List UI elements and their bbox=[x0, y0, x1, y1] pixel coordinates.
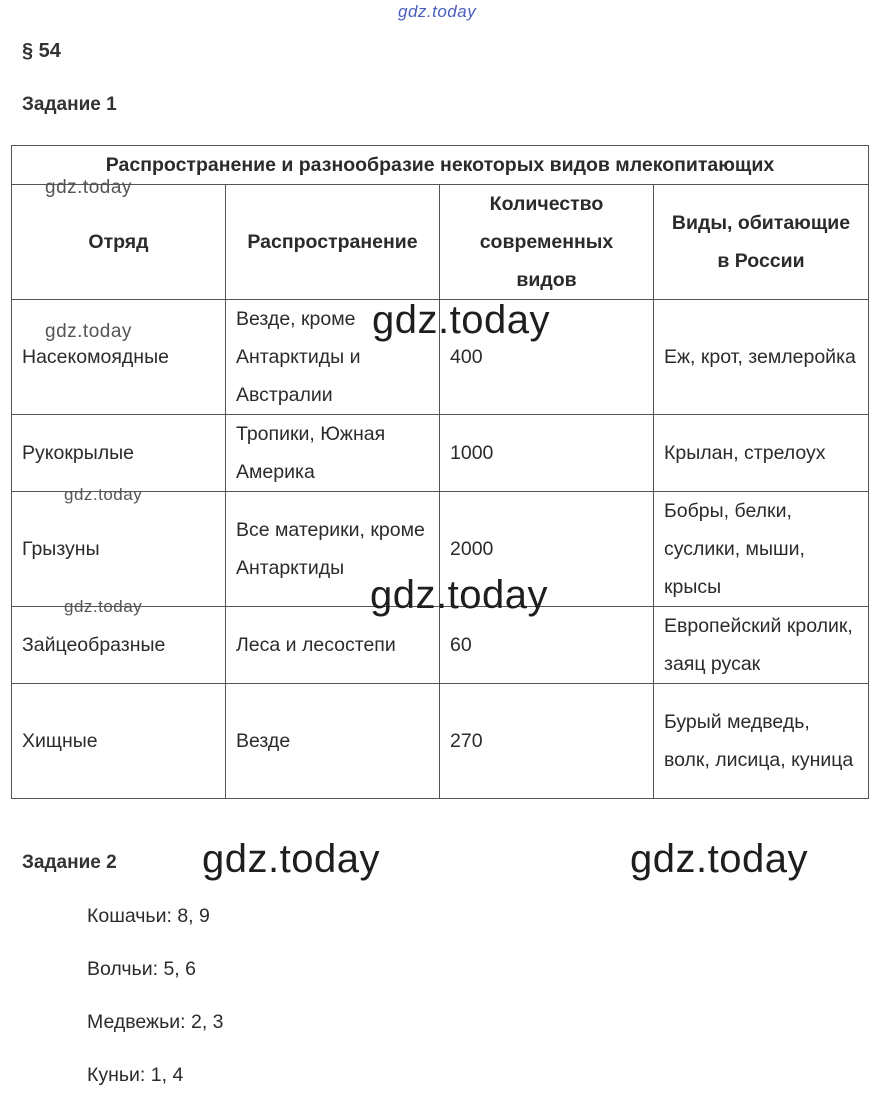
cell-russian-species: Бурый медведь, волк, лисица, куница bbox=[654, 684, 869, 799]
table-caption: Распространение и разнообразие некоторых видов млекопитающих bbox=[12, 146, 869, 185]
table-row bbox=[12, 607, 869, 684]
cell-species-count: 400 bbox=[440, 300, 654, 415]
answer-value: 1, 4 bbox=[150, 1064, 184, 1086]
watermark-top: gdz.today bbox=[398, 2, 477, 21]
answer-value: 2, 3 bbox=[190, 1011, 224, 1033]
cell-distribution: Все материки, кроме Антарктиды bbox=[226, 492, 440, 607]
task1-heading: Задание 1 bbox=[22, 94, 117, 115]
cell-species-count: 1000 bbox=[440, 415, 654, 492]
header-species-count: Количество современных видов bbox=[440, 185, 654, 300]
table-row bbox=[12, 684, 869, 799]
cell-russian-species: Крылан, стрелоух bbox=[654, 415, 869, 492]
header-order: Отряд bbox=[12, 185, 226, 300]
cell-species-count: 60 bbox=[440, 607, 654, 684]
watermark: gdz.today bbox=[370, 573, 548, 617]
header-russian-species: Виды, обитающие в России bbox=[654, 185, 869, 300]
answer-item bbox=[87, 1064, 183, 1087]
cell-distribution: Везде bbox=[226, 684, 440, 799]
cell-species-count: 270 bbox=[440, 684, 654, 799]
answer-item bbox=[87, 905, 210, 928]
answer-value: 8, 9 bbox=[177, 905, 210, 927]
watermark: gdz.today bbox=[372, 298, 550, 342]
cell-order: Зайцеобразные bbox=[12, 607, 226, 684]
watermark: gdz.today bbox=[64, 485, 143, 504]
answer-value: 5, 6 bbox=[163, 958, 196, 980]
cell-distribution: Тропики, Южная Америка bbox=[226, 415, 440, 492]
cell-russian-species: Еж, крот, землеройка bbox=[654, 300, 869, 415]
section-number: § 54 bbox=[22, 40, 61, 62]
watermark: gdz.today bbox=[45, 321, 132, 342]
cell-distribution: Везде, кроме Антарктиды и Австралии bbox=[226, 300, 440, 415]
cell-order: Грызуны bbox=[12, 492, 226, 607]
cell-order: Рукокрылые bbox=[12, 415, 226, 492]
watermark: gdz.today bbox=[630, 837, 808, 881]
task2-heading: Задание 2 bbox=[22, 852, 117, 873]
cell-order: Насекомоядные bbox=[12, 300, 226, 415]
watermark: gdz.today bbox=[202, 837, 380, 881]
answer-label: Куньи: bbox=[87, 1064, 146, 1086]
cell-distribution: Леса и лесостепи bbox=[226, 607, 440, 684]
cell-russian-species: Бобры, белки, суслики, мыши, крысы bbox=[654, 492, 869, 607]
answer-item bbox=[87, 958, 196, 981]
watermark: gdz.today bbox=[64, 597, 143, 616]
answer-label: Кошачьи: bbox=[87, 905, 172, 927]
answer-label: Волчьи: bbox=[87, 958, 159, 980]
mammals-table bbox=[11, 145, 869, 799]
watermark: gdz.today bbox=[45, 177, 132, 198]
answer-label: Медвежьи: bbox=[87, 1011, 186, 1033]
header-distribution: Распространение bbox=[226, 185, 440, 300]
cell-species-count: 2000 bbox=[440, 492, 654, 607]
cell-russian-species: Европейский кролик, заяц русак bbox=[654, 607, 869, 684]
table-row bbox=[12, 415, 869, 492]
answer-item bbox=[87, 1011, 224, 1034]
cell-order: Хищные bbox=[12, 684, 226, 799]
